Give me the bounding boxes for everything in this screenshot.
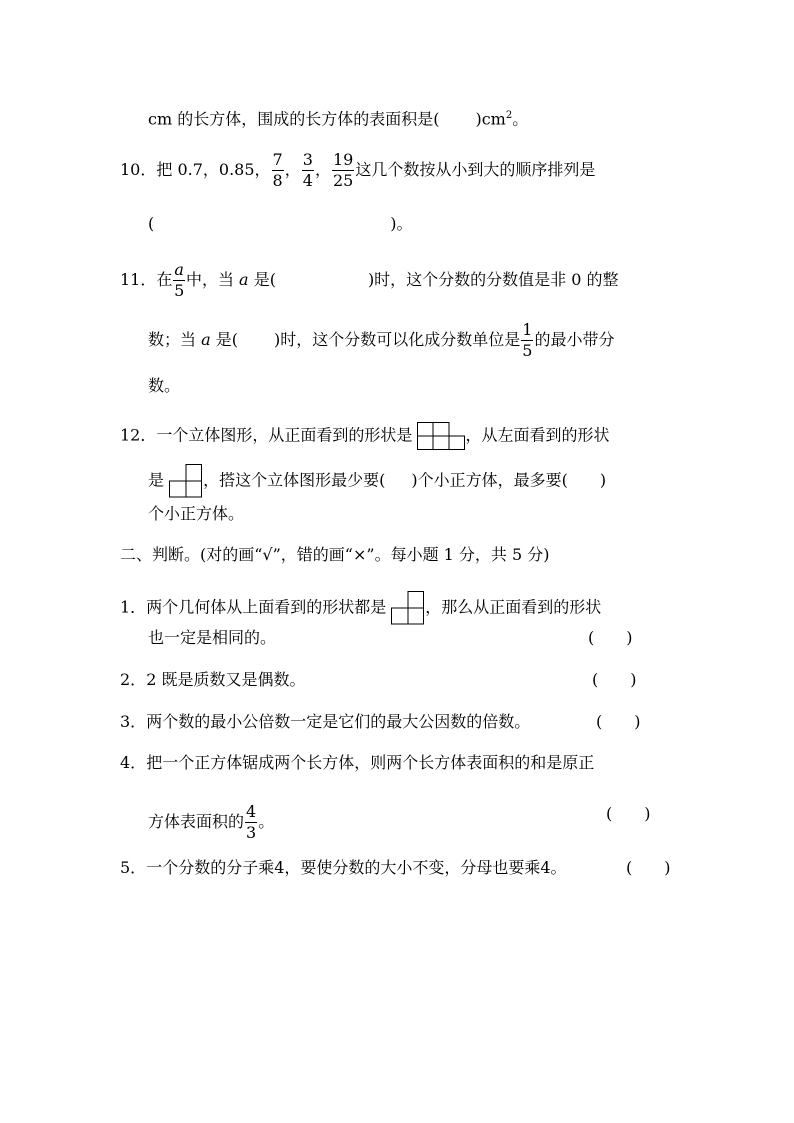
judge-answer-5[interactable]: ( ) xyxy=(626,858,671,877)
question-12: 12．一个立体图形，从正面看到的形状是 ，从左面看到的形状 xyxy=(120,422,610,450)
judge-item-4-line2: 方体表面积的 $\frac{4}{3}$ 。 xyxy=(148,802,275,842)
judge-answer-2[interactable]: ( ) xyxy=(592,670,637,689)
judge-item-5: 5．一个分数的分子乘4，要使分数的大小不变，分母也要乘4。 xyxy=(120,858,567,877)
judge-item-3: 3．两个数的最小公倍数一定是它们的最大公因数的倍数。 xyxy=(120,712,531,731)
judge-item-4: 4．把一个正方体锯成两个长方体，则两个长方体表面积的和是原正 xyxy=(120,753,595,772)
judge-answer-3[interactable]: ( ) xyxy=(596,712,641,731)
fraction: $\frac{19}{25}$ xyxy=(332,150,354,190)
fraction: $\frac{3}{4}$ xyxy=(302,150,313,190)
judge-item-1-line2: 也一定是相同的。 xyxy=(148,628,277,647)
question-12-line3: 个小正方体。 xyxy=(148,504,245,523)
question-11-line3: 数。 xyxy=(148,376,181,395)
judge-answer-1[interactable]: ( ) xyxy=(588,628,633,647)
question-11: 11．在 $\frac{a}{5}$ 中，当 a 是( )时，这个分数的分数值是非 0 的整 xyxy=(120,260,619,300)
judge-item-2: 2．2 既是质数又是偶数。 xyxy=(120,670,306,689)
question-12-line2: 是 ，搭这个立体图形最少要( )个小正方体，最多要( ) xyxy=(148,464,606,498)
left-view-figure xyxy=(169,464,203,498)
top-view-figure xyxy=(391,591,425,625)
question-10-answer: ( )。 xyxy=(148,214,413,233)
fraction: $\frac{7}{8}$ xyxy=(272,150,283,190)
q9-continuation: cm 的长方体，围成的长方体的表面积是( )$cm^2$。 xyxy=(148,109,529,129)
question-10: 10．把 0.7，0.85， $\frac{7}{8}$ ， $\frac{3}{4}$ ， $\frac{19}{25}$ 这几个数按从小到大的顺序排列是 xyxy=(120,150,596,190)
judge-answer-4[interactable]: ( ) xyxy=(606,804,651,823)
judge-item-1: 1．两个几何体从上面看到的形状都是 ，那么从正面看到的形状 xyxy=(120,591,601,625)
question-11-line2: 数；当 a 是( )时，这个分数可以化成分数单位是 $\frac{1}{5}$ 的最小带分 xyxy=(148,320,615,360)
front-view-figure xyxy=(417,422,465,450)
fraction: $\frac{4}{3}$ xyxy=(246,802,257,842)
fraction: $\frac{1}{5}$ xyxy=(522,320,533,360)
section-title: 二、判断。(对的画“√”，错的画“×”。每小题 1 分，共 5 分) xyxy=(120,545,550,564)
fraction: $\frac{a}{5}$ xyxy=(174,260,185,300)
